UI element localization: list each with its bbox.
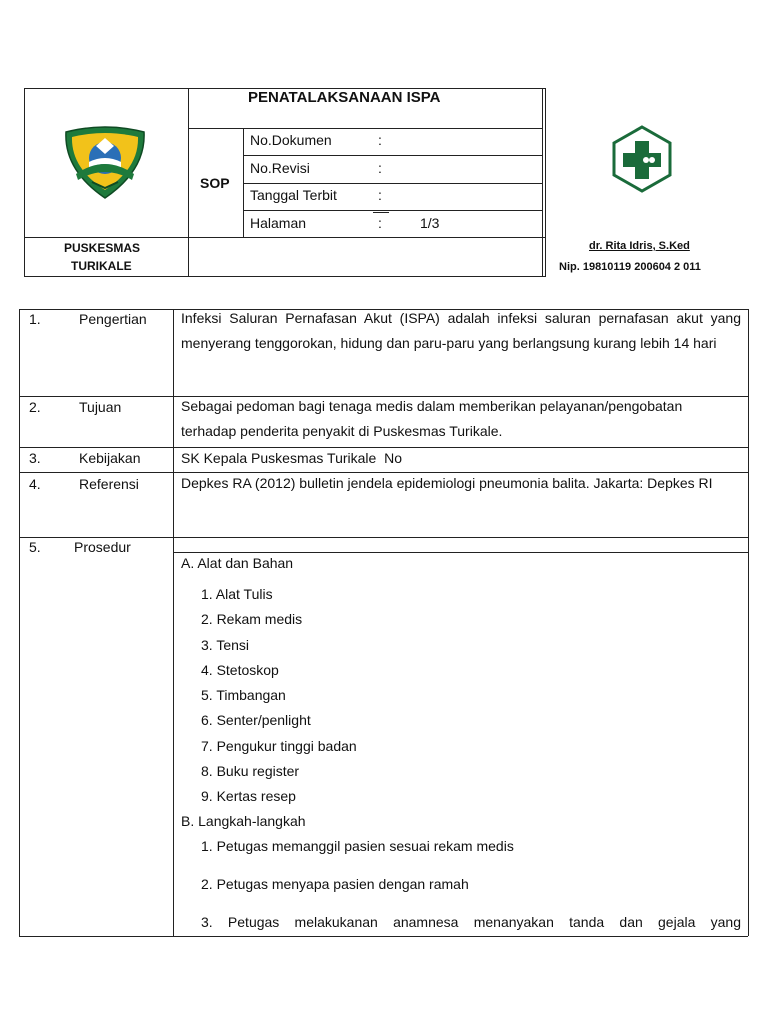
meta-label-no-revisi: No.Revisi [250, 160, 310, 176]
row-label-pengertian: Pengertian [79, 311, 147, 327]
meta-label-tanggal-terbit: Tanggal Terbit [250, 187, 337, 203]
list-item: 4. Stetoskop [201, 662, 279, 678]
list-item: 3. Petugas melakukanan anamnesa menanyakan tanda dan gejala yang [201, 914, 741, 930]
list-item: 2. Rekam medis [201, 611, 303, 627]
row-number: 2. [29, 399, 41, 415]
list-item: 2. Petugas menyapa pasien dengan ramah [201, 876, 469, 892]
list-item: 1. Petugas memanggil pasien sesuai rekam medis [201, 838, 514, 854]
meta-colon: : [378, 160, 382, 176]
row-text-referensi: Depkes RA (2012) bulletin jendela epidemiologi pneumonia balita. Jakarta: Depkes RI [181, 475, 713, 491]
org-name-line2: TURIKALE [71, 259, 132, 273]
meta-colon: : [378, 187, 382, 203]
document-title: PENATALAKSANAAN ISPA [248, 89, 441, 106]
row-label-kebijakan: Kebijakan [79, 450, 141, 466]
meta-label-no-dokumen: No.Dokumen [250, 132, 332, 148]
list-item: 7. Pengukur tinggi badan [201, 738, 357, 754]
meta-value-halaman: 1/3 [420, 215, 440, 231]
puskesmas-cross-icon [611, 125, 673, 193]
list-item: 5. Timbangan [201, 687, 286, 703]
row-number: 3. [29, 450, 41, 466]
meta-colon: : [378, 215, 382, 231]
row-label-tujuan: Tujuan [79, 399, 122, 415]
signer-name: dr. Rita Idris, S.Ked [589, 240, 690, 252]
list-item: 1. Alat Tulis [201, 586, 273, 602]
section-b-heading: B. Langkah-langkah [181, 813, 306, 829]
row-text-kebijakan: SK Kepala Puskesmas Turikale No [181, 450, 402, 466]
row-number: 4. [29, 476, 41, 492]
sop-label: SOP [200, 175, 230, 191]
row-number: 5. [29, 539, 41, 555]
row-label-prosedur: Prosedur [74, 539, 131, 555]
signer-nip: Nip. 19810119 200604 2 011 [559, 261, 701, 273]
list-item: 6. Senter/penlight [201, 712, 311, 728]
list-item: 3. Tensi [201, 637, 249, 653]
regional-emblem-icon [62, 124, 148, 200]
row-number: 1. [29, 311, 41, 327]
list-item: 9. Kertas resep [201, 788, 296, 804]
row-label-referensi: Referensi [79, 476, 139, 492]
meta-colon: : [378, 132, 382, 148]
list-item: 8. Buku register [201, 763, 300, 779]
section-a-heading: A. Alat dan Bahan [181, 555, 294, 571]
org-name-line1: PUSKESMAS [64, 241, 141, 255]
row-text-pengertian: Infeksi Saluran Pernafasan Akut (ISPA) adalah infeksi saluran pernafasan akut yang menyerang tenggorokan, hidung dan paru-paru yang berlangsung kurang lebih 14 hari [181, 310, 741, 351]
row-text-tujuan: Sebagai pedoman bagi tenaga medis dalam memberikan pelayanan/pengobatan terhadap penderita penyakit di Puskesmas Turikale. [181, 398, 683, 439]
meta-label-halaman: Halaman [250, 215, 307, 231]
